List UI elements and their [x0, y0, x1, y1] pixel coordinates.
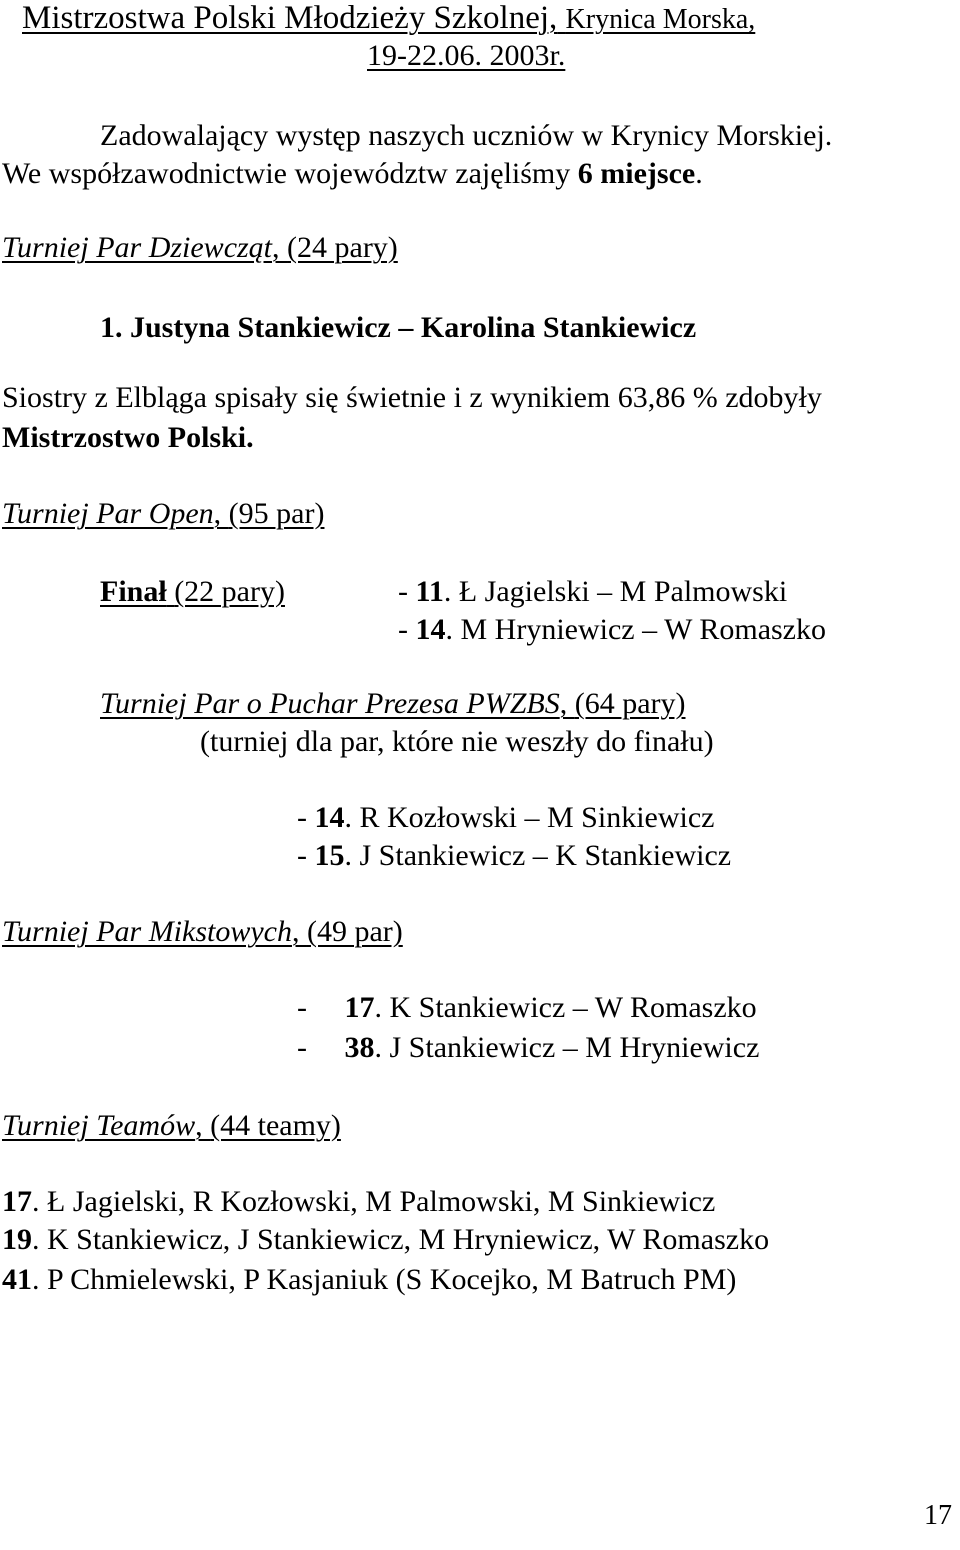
- intro-line-1: Zadowalający występ naszych uczniów w Krynicy Morskiej.: [100, 119, 833, 152]
- section-count: (95 par): [228, 497, 325, 530]
- section-count: (24 pary): [287, 231, 398, 264]
- result-place: 19: [2, 1223, 32, 1256]
- result-place: 38: [344, 1031, 375, 1064]
- result-names: K Stankiewicz – W Romaszko: [389, 991, 757, 1024]
- result-place: 14: [415, 613, 446, 646]
- result-names: K Stankiewicz, J Stankiewicz, M Hryniewicz, W Romaszko: [47, 1223, 770, 1256]
- result-place: 1.: [100, 311, 123, 344]
- result-dash: -: [297, 1031, 307, 1064]
- cup-note: (turniej dla par, które nie weszły do finału): [200, 725, 714, 758]
- page-title: [22, 0, 755, 38]
- page-number: 17: [924, 1500, 952, 1531]
- title-place: Krynica Morska,: [565, 4, 756, 35]
- result-names: R Kozłowski – M Sinkiewicz: [359, 801, 715, 834]
- section-name: Turniej Teamów: [2, 1109, 196, 1142]
- result-place: 14: [314, 801, 345, 834]
- girls-result-row: [100, 310, 696, 346]
- result-row: - 14. R Kozłowski – M Sinkiewicz: [297, 801, 715, 834]
- final-count: (22 pary): [174, 575, 285, 608]
- result-place: 11: [415, 575, 444, 608]
- section-name: Turniej Par Open: [2, 497, 214, 530]
- result-names: J Stankiewicz – K Stankiewicz: [359, 839, 732, 872]
- result-names: Ł Jagielski – M Palmowski: [458, 575, 788, 608]
- result-dash: -: [398, 575, 408, 608]
- title-date: 19-22.06. 2003r.: [367, 39, 566, 72]
- title-main: Mistrzostwa Polski Młodzieży Szkolnej,: [22, 0, 558, 36]
- result-names: P Chmielewski, P Kasjaniuk (S Kocejko, M Batruch PM): [47, 1263, 737, 1296]
- result-row: - 11. Ł Jagielski – M Palmowski: [398, 575, 788, 608]
- intro-line-2: [2, 156, 703, 192]
- intro-line-2-suffix: .: [695, 157, 703, 190]
- section-teams: Turniej Teamów, (44 teamy): [2, 1109, 341, 1142]
- section-count: (64 pary): [574, 687, 686, 720]
- result-dash: -: [297, 991, 307, 1024]
- result-row: - 17. K Stankiewicz – W Romaszko: [297, 991, 757, 1024]
- section-name: Turniej Par o Puchar Prezesa PWZBS: [100, 687, 560, 720]
- result-dash: -: [398, 613, 408, 646]
- result-dash: -: [297, 839, 307, 872]
- result-names: Ł Jagielski, R Kozłowski, M Palmowski, M Sinkiewicz: [47, 1185, 716, 1218]
- section-name: Turniej Par Mikstowych: [2, 915, 292, 948]
- section-count: (49 par): [306, 915, 403, 948]
- result-row: - 14. M Hryniewicz – W Romaszko: [398, 613, 826, 646]
- section-open-pairs: Turniej Par Open, (95 par): [2, 497, 325, 530]
- final-label: Finał: [100, 575, 167, 608]
- team-result-row: 17. Ł Jagielski, R Kozłowski, M Palmowski, M Sinkiewicz: [2, 1185, 716, 1218]
- intro-line-2-text: We współzawodnictwie województw zajęliśmy: [2, 157, 571, 190]
- result-names: Justyna Stankiewicz – Karolina Stankiewicz: [130, 311, 697, 344]
- result-dash: -: [297, 801, 307, 834]
- girls-comment-line-1: Siostry z Elbląga spisały się świetnie i z wynikiem 63,86 % zdobyły: [2, 381, 822, 414]
- result-place: 17: [344, 991, 375, 1024]
- result-row: - 38. J Stankiewicz – M Hryniewicz: [297, 1031, 760, 1064]
- section-mixed-pairs: Turniej Par Mikstowych, (49 par): [2, 915, 403, 948]
- girls-comment-line-2: Mistrzostwo Polski.: [2, 421, 254, 454]
- result-place: 41: [2, 1263, 32, 1296]
- team-result-row: 41. P Chmielewski, P Kasjaniuk (S Kocejko, M Batruch PM): [2, 1263, 737, 1296]
- result-names: M Hryniewicz – W Romaszko: [460, 613, 826, 646]
- result-names: J Stankiewicz – M Hryniewicz: [389, 1031, 760, 1064]
- team-result-row: 19. K Stankiewicz, J Stankiewicz, M Hryniewicz, W Romaszko: [2, 1223, 770, 1256]
- section-name: Turniej Par Dziewcząt: [2, 231, 273, 264]
- result-place: 17: [2, 1185, 32, 1218]
- section-cup-pairs: Turniej Par o Puchar Prezesa PWZBS, (64 pary): [100, 687, 686, 720]
- result-place: 15: [314, 839, 345, 872]
- intro-place: 6 miejsce: [577, 157, 696, 190]
- result-row: - 15. J Stankiewicz – K Stankiewicz: [297, 839, 732, 872]
- open-final-label: [100, 574, 285, 610]
- section-count: (44 teamy): [210, 1109, 341, 1142]
- section-girls-pairs: Turniej Par Dziewcząt, (24 pary): [2, 231, 398, 264]
